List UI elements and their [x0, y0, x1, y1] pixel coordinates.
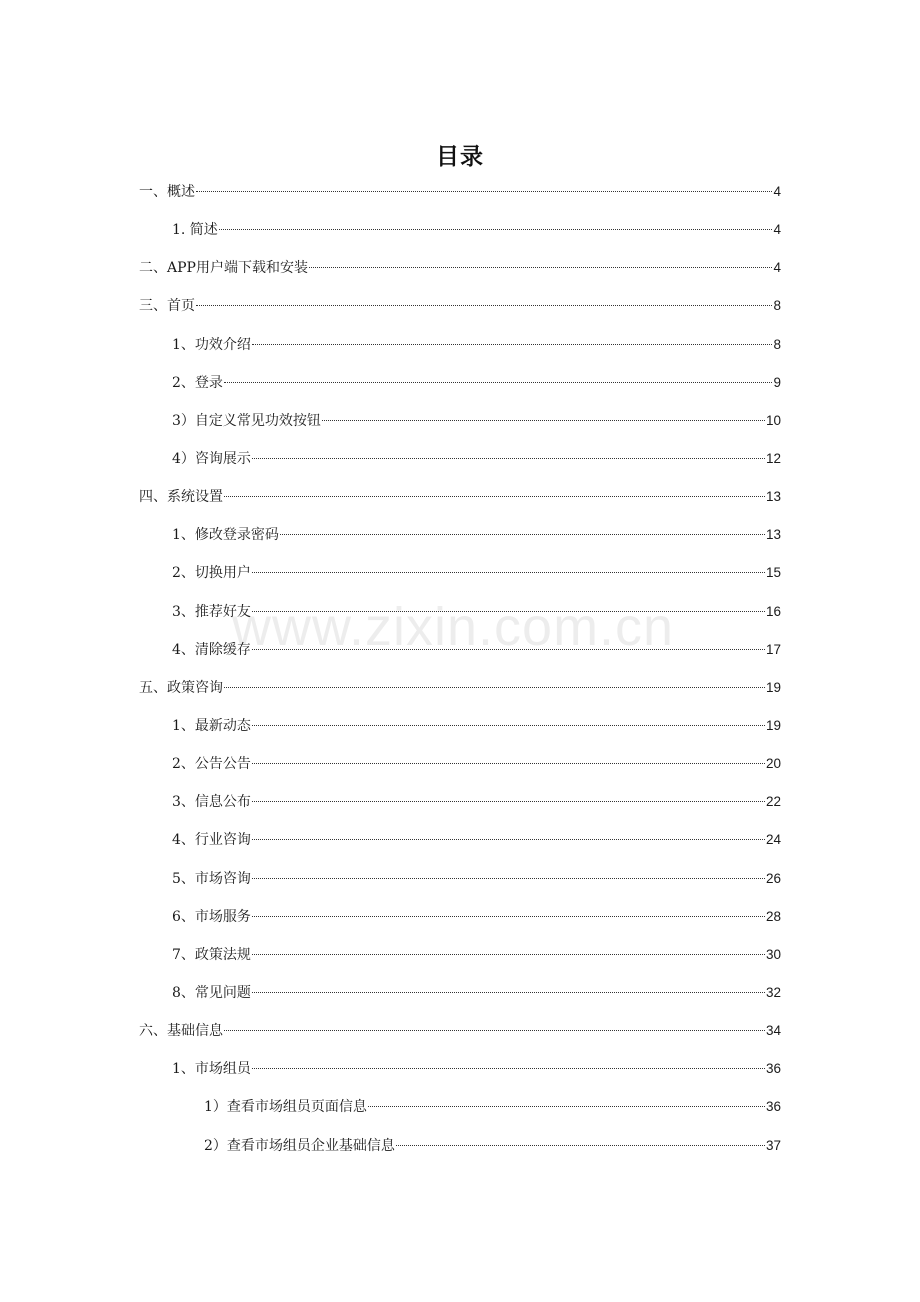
toc-dot-leader: [252, 611, 765, 612]
toc-entry-page-number: 32: [765, 984, 781, 1000]
toc-dot-leader: [224, 496, 765, 497]
toc-entry[interactable]: [139, 563, 781, 601]
toc-entry[interactable]: [139, 411, 781, 449]
toc-entry-label: 1、市场组员: [172, 1061, 251, 1078]
toc-entry[interactable]: [139, 1059, 781, 1097]
toc-entry[interactable]: [139, 487, 781, 525]
toc-dot-leader: [252, 916, 765, 917]
toc-entry-page-number: 19: [765, 717, 781, 733]
toc-entry[interactable]: [139, 716, 781, 754]
toc-entry-page-number: 8: [773, 336, 781, 352]
toc-entry-page-number: 24: [765, 832, 781, 848]
toc-entry-page-number: 20: [765, 756, 781, 772]
toc-entry[interactable]: [139, 335, 781, 373]
toc-entry-page-number: 8: [773, 298, 781, 314]
toc-entry[interactable]: [139, 1021, 781, 1059]
toc-entry-label: 4、行业咨询: [172, 832, 251, 849]
toc-entry-label: 1）查看市场组员页面信息: [204, 1099, 367, 1116]
toc-entry[interactable]: [139, 830, 781, 868]
toc-entry-label: 3、信息公布: [172, 794, 251, 811]
toc-entry[interactable]: [139, 525, 781, 563]
toc-entry-label: 6、市场服务: [172, 908, 251, 925]
toc-entry[interactable]: [139, 792, 781, 830]
toc-entry-label: 六、基础信息: [139, 1023, 223, 1040]
toc-entry-label: 二、APP用户端下载和安装: [139, 260, 308, 277]
toc-dot-leader: [224, 1030, 765, 1031]
toc-entry-page-number: 12: [765, 450, 781, 466]
toc-entry[interactable]: [139, 258, 781, 296]
toc-dot-leader: [252, 839, 765, 840]
toc-entry[interactable]: [139, 220, 781, 258]
toc-entry-page-number: 4: [773, 184, 781, 199]
toc-dot-leader: [219, 229, 773, 230]
toc-entry-page-number: 13: [765, 527, 781, 543]
toc-dot-leader: [252, 725, 765, 726]
watermark: www.zixin.com.cn: [232, 597, 675, 657]
toc-entry-page-number: 13: [765, 489, 781, 505]
toc-dot-leader: [196, 191, 772, 192]
toc-dot-leader: [224, 687, 765, 688]
toc-entry-page-number: 30: [765, 946, 781, 962]
toc-entry[interactable]: [139, 640, 781, 678]
toc-entry[interactable]: [139, 678, 781, 716]
toc-entry-label: 4）咨询展示: [172, 450, 251, 467]
toc-entry-label: 8、常见问题: [172, 984, 251, 1001]
toc-dot-leader: [252, 763, 765, 764]
toc-entry-label: 2、公告公告: [172, 756, 251, 773]
toc-entry-label: 5、市场咨询: [172, 870, 251, 887]
toc-entry-page-number: 15: [765, 565, 781, 581]
toc-entry[interactable]: [139, 602, 781, 640]
toc-dot-leader: [196, 305, 772, 306]
toc-entry-page-number: 10: [765, 412, 781, 428]
toc-dot-leader: [252, 458, 765, 459]
toc-entry-page-number: 34: [765, 1023, 781, 1039]
toc-entry-label: 4、清除缓存: [172, 641, 251, 658]
toc-entry-page-number: 37: [765, 1137, 781, 1153]
toc-entry-label: 1、修改登录密码: [172, 527, 279, 544]
toc-dot-leader: [252, 878, 765, 879]
toc-entry-label: 2、切换用户: [172, 565, 251, 582]
toc-entry-page-number: 16: [765, 603, 781, 619]
toc-entry[interactable]: [139, 907, 781, 945]
toc-entry-label: 3、推荐好友: [172, 603, 251, 620]
toc-entry-label: 五、政策咨询: [139, 679, 223, 696]
toc-entry[interactable]: [139, 983, 781, 1021]
toc-entry[interactable]: [139, 945, 781, 983]
toc-dot-leader: [309, 267, 773, 268]
toc-entry[interactable]: [139, 296, 781, 334]
toc-dot-leader: [252, 992, 765, 993]
toc-entry[interactable]: [139, 1136, 781, 1174]
toc-entry-label: 1、最新动态: [172, 717, 251, 734]
toc-entry[interactable]: [139, 449, 781, 487]
toc-entry-page-number: 36: [765, 1099, 781, 1115]
toc-entry-page-number: 17: [765, 641, 781, 657]
toc-entry[interactable]: [139, 373, 781, 411]
toc-dot-leader: [252, 954, 765, 955]
table-of-contents: [139, 182, 781, 1174]
toc-entry-page-number: 36: [765, 1061, 781, 1077]
toc-entry-label: 7、政策法规: [172, 946, 251, 963]
toc-entry-label: 一、概述: [139, 184, 195, 200]
toc-entry-label: 2）查看市场组员企业基础信息: [204, 1137, 395, 1154]
toc-entry-page-number: 9: [773, 374, 781, 390]
toc-entry-page-number: 22: [765, 794, 781, 810]
toc-title: 目录: [436, 144, 484, 170]
toc-dot-leader: [252, 344, 773, 345]
toc-dot-leader: [252, 572, 765, 573]
toc-entry-label: 3）自定义常见功效按钮: [172, 412, 321, 429]
toc-entry[interactable]: [139, 182, 781, 220]
toc-entry[interactable]: [139, 1097, 781, 1135]
toc-dot-leader: [224, 382, 773, 383]
toc-entry-label: 三、首页: [139, 298, 195, 315]
toc-dot-leader: [368, 1106, 765, 1107]
toc-dot-leader: [280, 534, 765, 535]
toc-entry-page-number: 4: [773, 260, 781, 276]
toc-dot-leader: [396, 1145, 765, 1146]
toc-entry-label: 1、功效介绍: [172, 336, 251, 353]
toc-dot-leader: [252, 801, 765, 802]
toc-entry[interactable]: [139, 869, 781, 907]
toc-entry-page-number: 4: [773, 222, 781, 238]
toc-entry-page-number: 26: [765, 870, 781, 886]
toc-entry[interactable]: [139, 754, 781, 792]
toc-dot-leader: [252, 1068, 765, 1069]
toc-entry-label: 2、登录: [172, 374, 223, 391]
toc-entry-page-number: 28: [765, 908, 781, 924]
toc-entry-label: 四、系统设置: [139, 489, 223, 506]
toc-dot-leader: [322, 420, 765, 421]
toc-entry-label: 1. 简述: [172, 222, 218, 239]
toc-dot-leader: [252, 649, 765, 650]
toc-entry-page-number: 19: [765, 679, 781, 695]
